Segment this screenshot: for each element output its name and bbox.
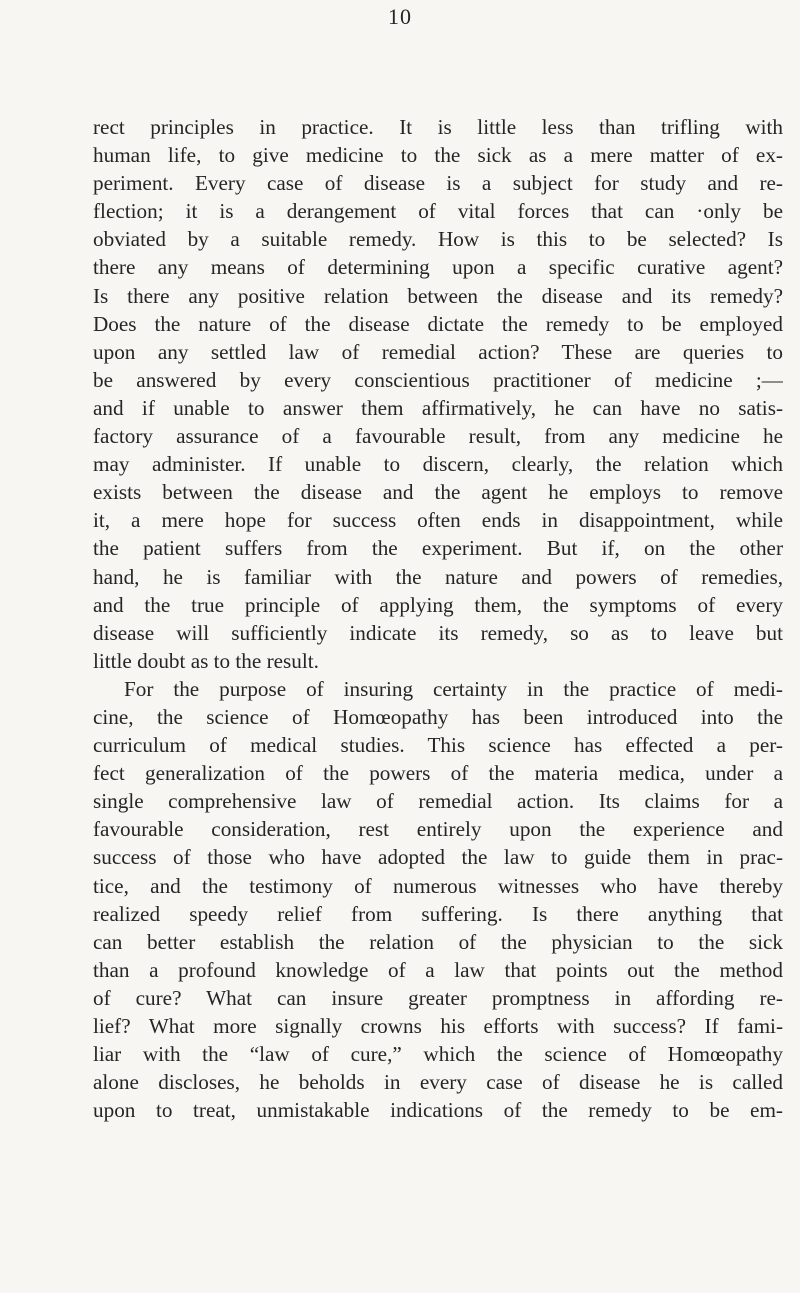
- text-line: lief? What more signally crowns his efforts with success? If fami-: [93, 1014, 783, 1038]
- text-line: rect principles in practice. It is little less than trifling with: [93, 115, 783, 139]
- paragraph: [93, 113, 783, 675]
- text-line: of cure? What can insure greater promptness in affording re-: [93, 985, 783, 1010]
- paragraph: [93, 675, 783, 1125]
- text-line: single comprehensive law of remedial action. Its claims for a: [93, 789, 783, 814]
- text-line: liar with the “law of cure,” which the science of Homœopathy: [93, 1042, 783, 1067]
- text-line: realized speedy relief from suffering. Is there anything that: [93, 901, 783, 926]
- text-line: may administer. If unable to discern, clearly, the relation which: [93, 452, 783, 477]
- page-number: 10: [388, 4, 412, 29]
- text-line: upon any settled law of remedial action? These are queries to: [93, 339, 783, 364]
- text-line: it, a mere hope for success often ends in disappointment, while: [93, 508, 783, 533]
- text-line: exists between the disease and the agent he employs to remove: [93, 480, 783, 505]
- text-line: obviated by a suitable remedy. How is this to be selected? Is: [93, 227, 783, 252]
- text-line: cine, the science of Homœopathy has been introduced into the: [93, 704, 783, 729]
- text-line: favourable consideration, rest entirely upon the experience and: [93, 817, 783, 842]
- text-line: fect generalization of the powers of the materia medica, under a: [93, 761, 783, 786]
- text-line: factory assurance of a favourable result, from any medicine he: [93, 424, 783, 449]
- text-line: can better establish the relation of the physician to the sick: [93, 929, 783, 954]
- text-line: and if unable to answer them affirmatively, he can have no satis-: [93, 395, 783, 420]
- text-line: disease will sufficiently indicate its remedy, so as to leave but: [93, 620, 783, 645]
- text-line: Does the nature of the disease dictate the remedy to be employed: [93, 311, 783, 336]
- text-line: periment. Every case of disease is a subject for study and re-: [93, 171, 783, 196]
- text-line: the patient suffers from the experiment. But if, on the other: [93, 536, 783, 561]
- text-line: flection; it is a derangement of vital forces that can ·only be: [93, 199, 783, 224]
- text-line: human life, to give medicine to the sick as a mere matter of ex-: [93, 143, 783, 168]
- text-line: alone discloses, he beholds in every case of disease he is called: [93, 1070, 783, 1095]
- text-line: there any means of determining upon a specific curative agent?: [93, 255, 783, 280]
- text-line: tice, and the testimony of numerous witnesses who have thereby: [93, 873, 783, 898]
- text-line: hand, he is familiar with the nature and powers of remedies,: [93, 564, 783, 589]
- text-body: [93, 113, 783, 1124]
- text-line: curriculum of medical studies. This science has effected a per-: [93, 733, 783, 758]
- text-line: upon to treat, unmistakable indications of the remedy to be em-: [93, 1098, 783, 1123]
- text-line: Is there any positive relation between the disease and its remedy?: [93, 283, 783, 308]
- text-line: and the true principle of applying them, the symptoms of every: [93, 592, 783, 617]
- text-line: than a profound knowledge of a law that points out the method: [93, 957, 783, 982]
- text-line: For the purpose of insuring certainty in the practice of medi-: [124, 676, 783, 701]
- text-line: little doubt as to the result.: [93, 648, 319, 673]
- text-line: be answered by every conscientious practitioner of medicine ;—: [93, 367, 783, 392]
- text-line: success of those who have adopted the law to guide them in prac-: [93, 845, 783, 870]
